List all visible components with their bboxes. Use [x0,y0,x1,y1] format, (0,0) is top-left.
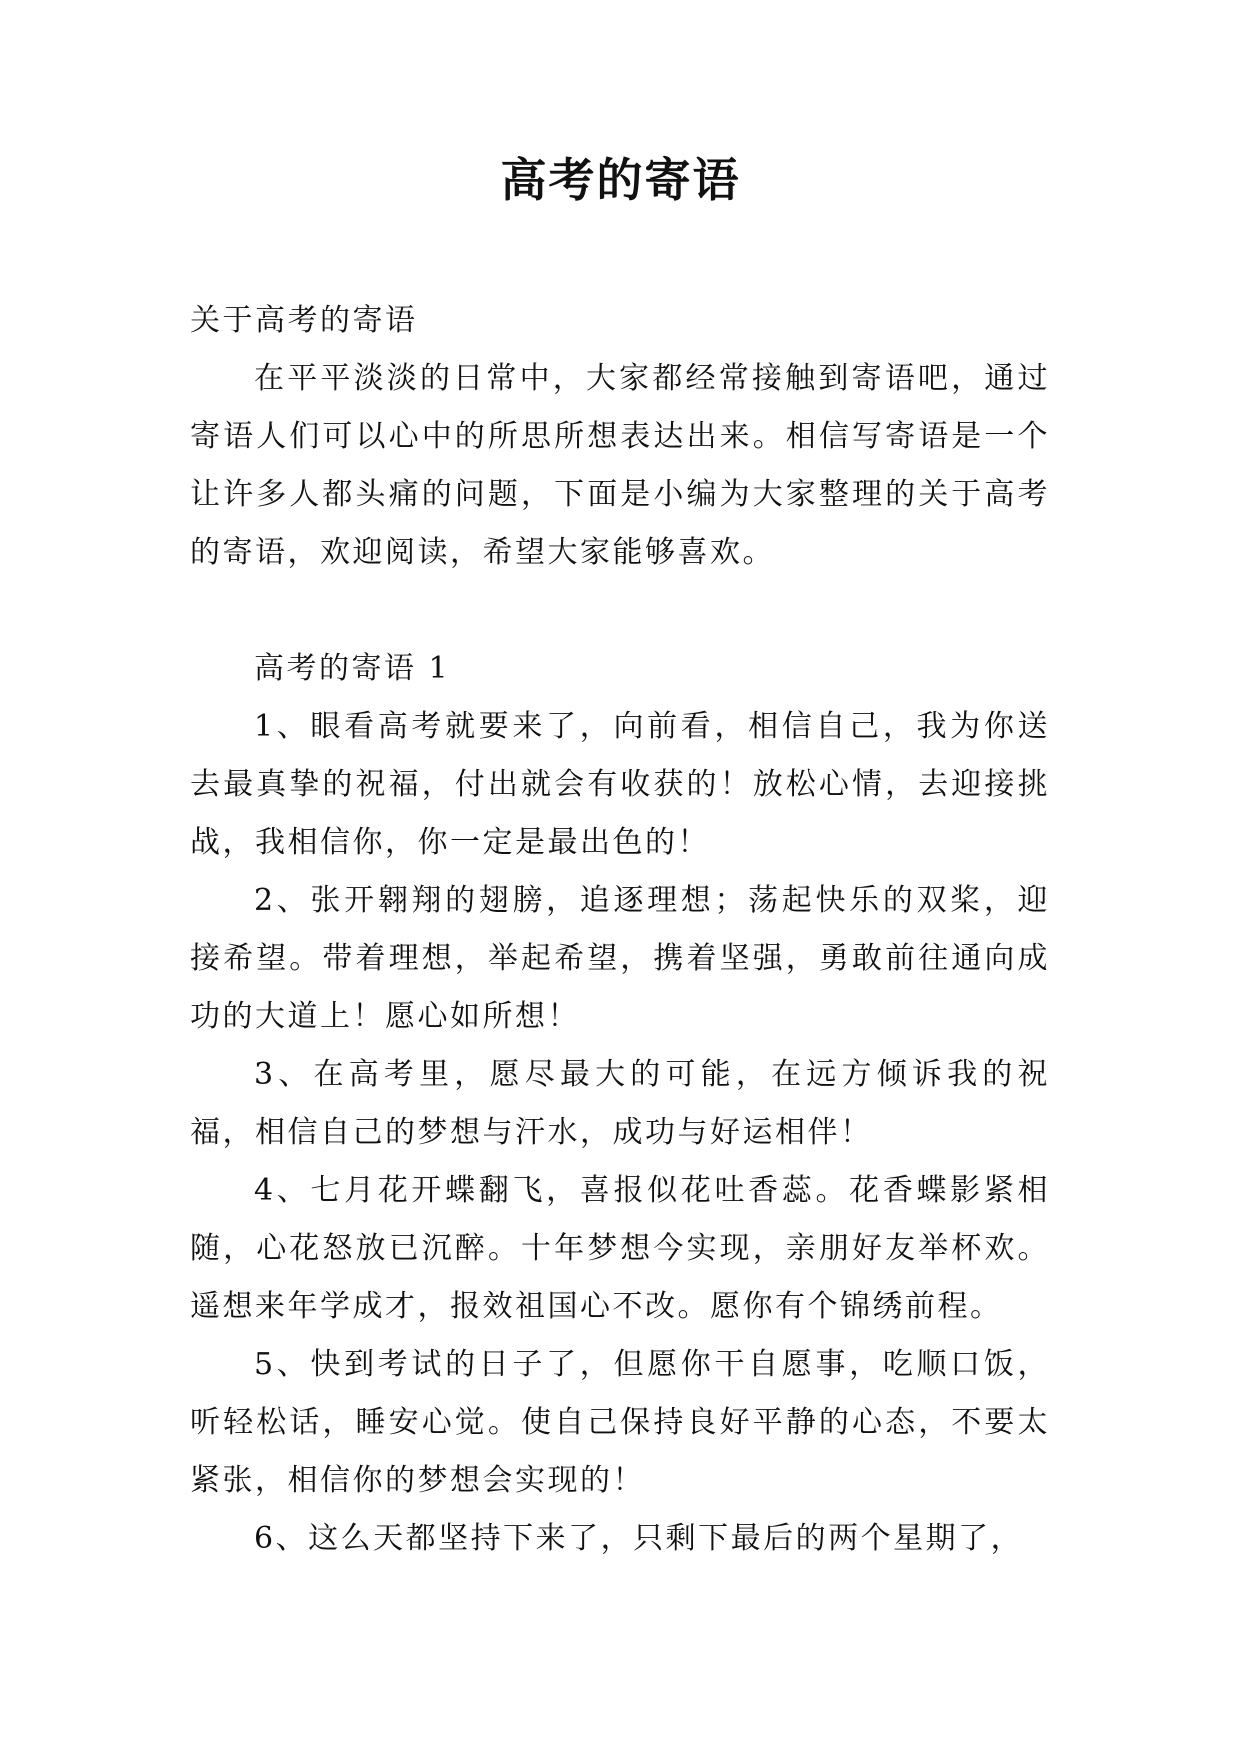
paragraph-spacer [190,582,1050,640]
document-body [190,292,1050,1568]
document-subtitle: 关于高考的寄语 [190,303,418,338]
section-heading: 高考的寄语 1 [254,651,451,686]
intro-paragraph: 在平平淡淡的日常中，大家都经常接触到寄语吧，通过寄语人们可以心中的所思所想表达出来。相信写寄语是一个让许多人都头痛的问题，下面是小编为大家整理的关于高考的寄语，欢迎阅读，希望大家能够喜欢。 [190,361,1050,570]
list-item: 4、七月花开蝶翻飞，喜报似花吐香蕊。花香蝶影紧相随，心花怒放已沉醉。十年梦想今实现，亲朋好友举杯欢。遥想来年学成才，报效祖国心不改。愿你有个锦绣前程。 [190,1173,1050,1324]
list-item: 6、这么天都坚持下来了，只剩下最后的两个星期了， [254,1521,1024,1556]
list-item: 2、张开翱翔的翅膀，追逐理想；荡起快乐的双桨，迎接希望。带着理想，举起希望，携着坚强，勇敢前往通向成功的大道上！愿心如所想！ [190,883,1050,1034]
list-item: 3、在高考里，愿尽最大的可能，在远方倾诉我的祝福，相信自己的梦想与汗水，成功与好运相伴！ [190,1057,1050,1150]
list-item: 5、快到考试的日子了，但愿你干自愿事，吃顺口饭，听轻松话，睡安心觉。使自己保持良好平静的心态，不要太紧张，相信你的梦想会实现的！ [190,1347,1050,1498]
document-title: 高考的寄语 [500,153,741,207]
list-item: 1、眼看高考就要来了，向前看，相信自己，我为你送去最真挚的祝福，付出就会有收获的！放松心情，去迎接挑战，我相信你，你一定是最出色的！ [190,709,1050,860]
